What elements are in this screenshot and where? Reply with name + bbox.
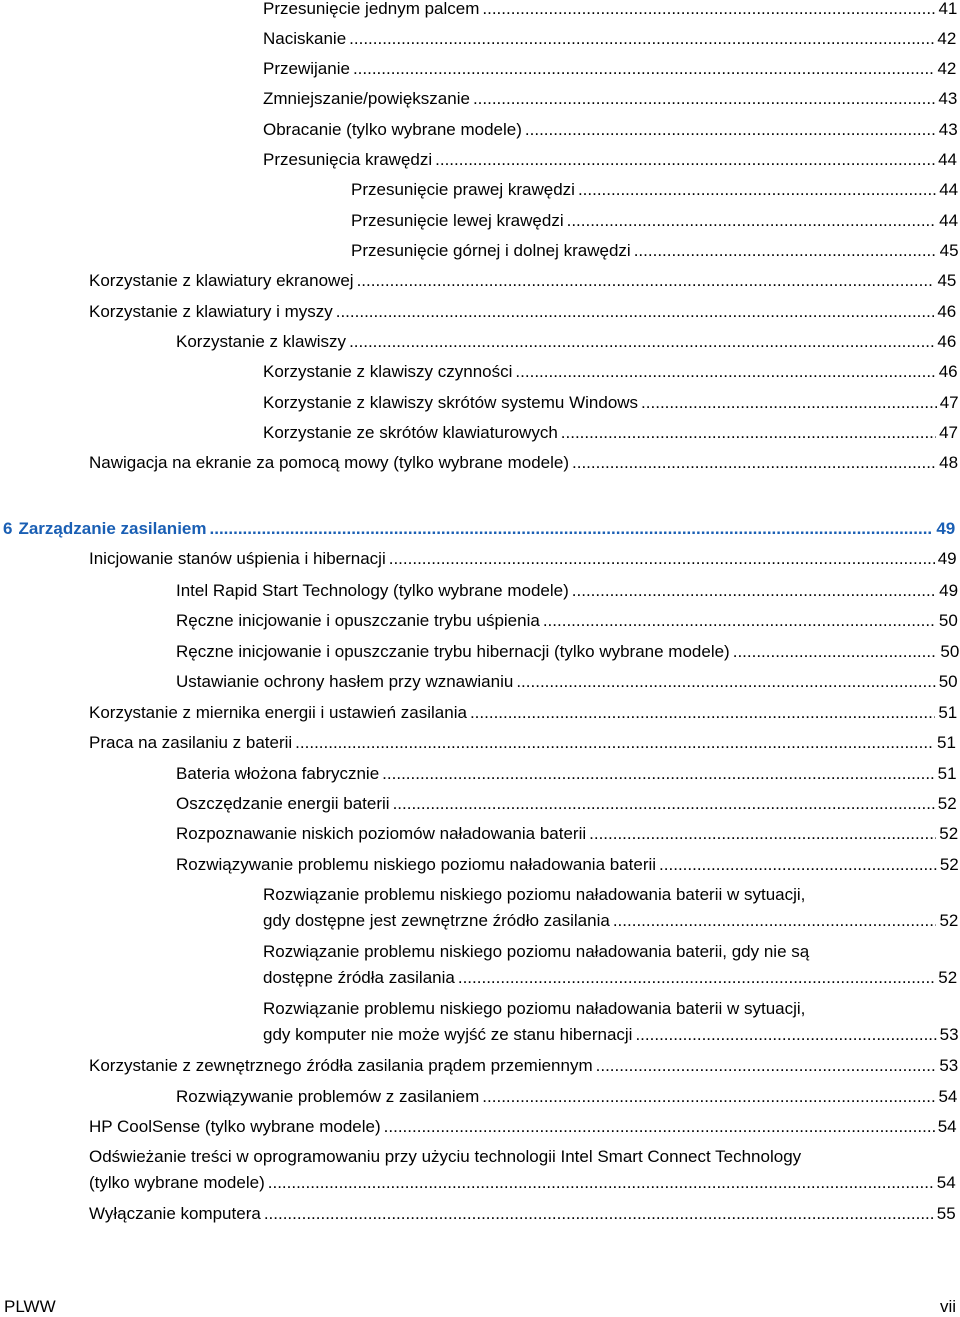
toc-chapter-entry[interactable] <box>3 519 956 538</box>
chapter-number: 6 <box>3 519 13 538</box>
toc-entry[interactable] <box>89 733 956 752</box>
dot-leader <box>589 825 936 842</box>
toc-page-number: 46 <box>937 302 957 321</box>
toc-entry-title: Rozpoznawanie niskich poziomów naładowania baterii <box>176 824 587 843</box>
toc-page-number: 50 <box>938 672 958 691</box>
toc-entry-title: Bateria włożona fabrycznie <box>176 764 380 783</box>
dot-leader <box>572 582 936 599</box>
toc-entry[interactable] <box>176 794 957 813</box>
toc-page-number: 43 <box>938 89 958 108</box>
toc-entry-title: Ręczne inicjowanie i opuszczanie trybu uśpienia <box>176 611 540 630</box>
dot-leader <box>561 424 936 441</box>
dot-leader <box>567 212 937 229</box>
toc-entry-title: Inicjowanie stanów uśpienia i hibernacji <box>89 549 386 568</box>
dot-leader <box>264 1205 934 1222</box>
toc-entry-title: Rozwiązanie problemu niskiego poziomu naładowania baterii w sytuacji, <box>263 999 806 1018</box>
toc-entry-title: Rozwiązanie problemu niskiego poziomu naładowania baterii, gdy nie są <box>263 942 810 961</box>
toc-entry[interactable] <box>89 302 957 321</box>
toc-page-number: 50 <box>940 642 960 661</box>
dot-leader <box>389 550 935 567</box>
dot-leader <box>543 612 936 629</box>
dot-leader <box>470 704 935 721</box>
footer-page-number: vii <box>939 1297 956 1316</box>
toc-entry[interactable] <box>89 549 957 568</box>
toc-page-number: 41 <box>938 0 958 18</box>
toc-entry[interactable] <box>263 362 958 381</box>
toc-page-number: 54 <box>937 1117 957 1136</box>
toc-entry[interactable] <box>263 942 958 987</box>
dot-leader <box>357 272 935 289</box>
toc-entry[interactable] <box>263 885 959 930</box>
toc-entry-title: Przesunięcie prawej krawędzi <box>351 180 575 199</box>
dot-leader <box>635 1026 936 1043</box>
dot-leader <box>516 673 935 690</box>
dot-leader <box>458 969 935 986</box>
toc-entry[interactable] <box>176 611 958 630</box>
dot-leader <box>210 520 934 537</box>
toc-entry-title: Wyłączanie komputera <box>89 1204 261 1223</box>
dot-leader <box>482 0 935 17</box>
toc-entry-title: dostępne źródła zasilania <box>263 968 455 987</box>
toc-page-number: 52 <box>939 911 959 930</box>
footer-left-label: PLWW <box>4 1297 56 1316</box>
toc-entry-title: gdy komputer nie może wyjść ze stanu hibernacji <box>263 1025 633 1044</box>
toc-entry-title: Przesunięcie lewej krawędzi <box>351 211 564 230</box>
dot-leader <box>382 765 935 782</box>
toc-entry-title: Odświeżanie treści w oprogramowaniu przy użyciu technologii Intel Smart Connect Technology <box>89 1147 802 1166</box>
toc-page-number: 44 <box>939 211 959 230</box>
toc-entry[interactable] <box>176 581 959 600</box>
toc-entry[interactable] <box>263 423 958 442</box>
dot-leader <box>336 303 935 320</box>
toc-entry-title: Korzystanie z klawiatury ekranowej <box>89 271 354 290</box>
dot-leader <box>733 643 938 660</box>
toc-entry[interactable] <box>176 824 959 843</box>
toc-entry[interactable] <box>89 453 959 472</box>
toc-entry-title: Obracanie (tylko wybrane modele) <box>263 120 522 139</box>
toc-entry-title: Przewijanie <box>263 59 350 78</box>
toc-entry[interactable] <box>89 271 957 290</box>
toc-page-number: 52 <box>939 824 959 843</box>
toc-page-number: 44 <box>938 150 957 169</box>
toc-entry-title: Rozwiązywanie problemu niskiego poziomu naładowania baterii <box>176 855 657 874</box>
toc-entry-title: Ustawianie ochrony hasłem przy wznawianiu <box>176 672 514 691</box>
toc-entry[interactable] <box>351 180 959 199</box>
toc-entry[interactable] <box>176 855 959 874</box>
toc-page-number: 44 <box>939 180 959 199</box>
toc-entry[interactable] <box>263 59 957 78</box>
toc-page-number: 53 <box>939 1056 959 1075</box>
toc-entry[interactable] <box>263 999 959 1044</box>
toc-entry[interactable] <box>263 150 957 169</box>
toc-page-number: 45 <box>939 241 959 260</box>
toc-page-number: 47 <box>939 393 959 412</box>
toc-entry[interactable] <box>263 0 958 18</box>
toc-page-number: 47 <box>939 423 958 442</box>
dot-leader <box>572 454 936 471</box>
dot-leader <box>641 394 937 411</box>
dot-leader <box>578 181 936 198</box>
toc-page-number: 45 <box>937 271 957 290</box>
toc-entry[interactable] <box>176 1087 958 1106</box>
dot-leader <box>659 856 937 873</box>
toc-entry-title: Przesunięcia krawędzi <box>263 150 433 169</box>
toc-entry[interactable] <box>176 332 957 351</box>
toc-entry[interactable] <box>89 1147 956 1192</box>
dot-leader <box>268 1174 934 1191</box>
toc-page-number: 51 <box>938 703 958 722</box>
toc-entry-title: Zmniejszanie/powiększanie <box>263 89 470 108</box>
toc-entry-title: Przesunięcie jednym palcem <box>263 0 480 18</box>
toc-entry-title: Korzystanie z klawiszy skrótów systemu Windows <box>263 393 639 412</box>
toc-page-number: 51 <box>936 733 956 752</box>
toc-page-number: 49 <box>936 519 956 538</box>
toc-page-number: 53 <box>939 1025 959 1044</box>
toc-page-number: 43 <box>938 120 958 139</box>
dot-leader <box>435 151 935 168</box>
dot-leader <box>515 363 935 380</box>
dot-leader <box>596 1057 937 1074</box>
toc-entry-title: Naciskanie <box>263 29 347 48</box>
toc-entry-title: Korzystanie z klawiszy czynności <box>263 362 513 381</box>
toc-entry-title: Zarządzanie zasilaniem <box>18 519 207 538</box>
toc-entry-title: gdy dostępne jest zewnętrzne źródło zasilania <box>263 911 610 930</box>
toc-entry[interactable] <box>351 211 959 230</box>
dot-leader <box>384 1118 935 1135</box>
toc-entry[interactable] <box>263 120 958 139</box>
toc-entry-title: Praca na zasilaniu z baterii <box>89 733 293 752</box>
toc-page-number: 51 <box>937 764 957 783</box>
toc-page-number: 42 <box>937 29 957 48</box>
dot-leader <box>525 121 936 138</box>
toc-entry-title: Intel Rapid Start Technology (tylko wybrane modele) <box>176 581 569 600</box>
dot-leader <box>634 242 937 259</box>
dot-leader <box>473 90 935 107</box>
toc-entry[interactable] <box>263 393 959 412</box>
toc-page-number: 54 <box>936 1173 956 1192</box>
toc-entry-title: Nawigacja na ekranie za pomocą mowy (tylko wybrane modele) <box>89 453 569 472</box>
toc-entry-title: Oszczędzanie energii baterii <box>176 794 390 813</box>
toc-entry-title: (tylko wybrane modele) <box>89 1173 265 1192</box>
dot-leader <box>295 734 934 751</box>
toc-entry[interactable] <box>351 241 959 260</box>
toc-entry-title: Rozwiązanie problemu niskiego poziomu naładowania baterii w sytuacji, <box>263 885 806 904</box>
toc-page-number: 52 <box>937 794 957 813</box>
toc-entry-title: Korzystanie z zewnętrznego źródła zasilania prądem przemiennym <box>89 1056 593 1075</box>
toc-page-number: 54 <box>938 1087 958 1106</box>
toc-entry-title: Przesunięcie górnej i dolnej krawędzi <box>351 241 631 260</box>
toc-page-number: 52 <box>939 855 959 874</box>
toc-page-number: 50 <box>938 611 958 630</box>
toc-page-number: 42 <box>937 59 957 78</box>
dot-leader <box>393 795 935 812</box>
toc-page-number: 46 <box>938 362 958 381</box>
toc-entry[interactable] <box>89 703 958 722</box>
toc-page-number: 46 <box>937 332 957 351</box>
toc-entry-title: HP CoolSense (tylko wybrane modele) <box>89 1117 381 1136</box>
toc-entry[interactable] <box>263 89 958 108</box>
toc-page-number: 48 <box>939 453 959 472</box>
toc-entry-title: Korzystanie ze skrótów klawiaturowych <box>263 423 558 442</box>
toc-page-number: 49 <box>939 581 959 600</box>
dot-leader <box>353 60 935 77</box>
toc-page-number: 55 <box>936 1204 956 1223</box>
toc-entry[interactable] <box>89 1204 956 1223</box>
toc-entry-title: Korzystanie z miernika energii i ustawień zasilania <box>89 703 467 722</box>
toc-entry-title: Korzystanie z klawiszy <box>176 332 347 351</box>
toc-entry[interactable] <box>176 642 960 661</box>
toc-entry-title: Rozwiązywanie problemów z zasilaniem <box>176 1087 480 1106</box>
toc-page-number: 52 <box>938 968 958 987</box>
toc-entry-title: Ręczne inicjowanie i opuszczanie trybu hibernacji (tylko wybrane modele) <box>176 642 730 661</box>
dot-leader <box>349 333 934 350</box>
toc-entry[interactable] <box>176 672 958 691</box>
toc-entry[interactable] <box>89 1056 959 1075</box>
dot-leader <box>349 30 934 47</box>
toc-entry[interactable] <box>89 1117 957 1136</box>
toc-entry-title: Korzystanie z klawiatury i myszy <box>89 302 333 321</box>
toc-entry[interactable] <box>176 764 957 783</box>
toc-entry[interactable] <box>263 29 957 48</box>
dot-leader <box>482 1088 935 1105</box>
toc-page-number: 49 <box>937 549 957 568</box>
dot-leader <box>613 912 937 929</box>
